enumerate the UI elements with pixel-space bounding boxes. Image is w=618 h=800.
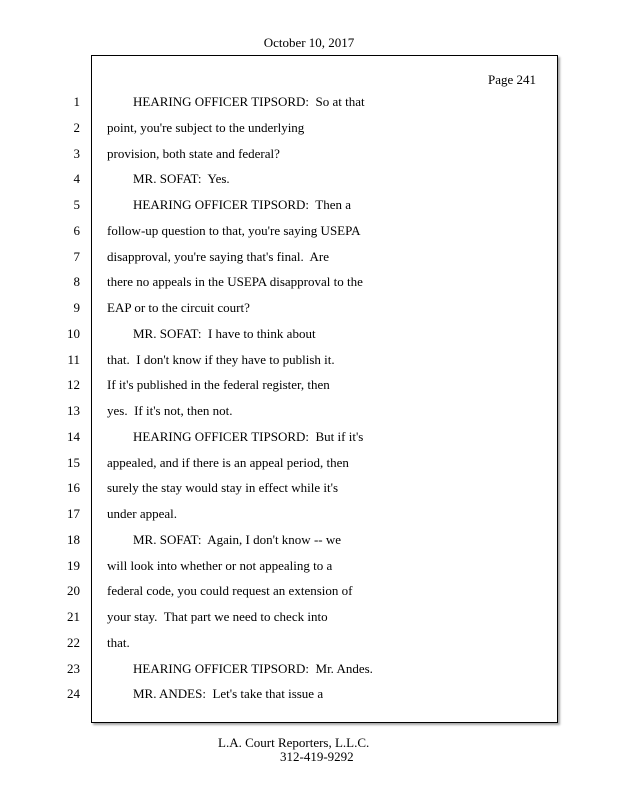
transcript-line xyxy=(0,93,618,119)
line-number: 4 xyxy=(73,171,80,187)
line-text: EAP or to the circuit court? xyxy=(107,300,250,315)
line-number: 12 xyxy=(67,377,80,393)
transcript-line xyxy=(0,119,618,145)
line-text: If it's published in the federal register, then xyxy=(107,377,330,393)
line-number: 16 xyxy=(67,480,80,496)
transcript-line xyxy=(0,196,618,222)
transcript-line xyxy=(0,634,618,660)
line-number: 20 xyxy=(67,583,80,599)
line-text: disapproval, you're saying that's final. Are xyxy=(107,248,330,264)
transcript-line xyxy=(0,325,618,351)
transcript-line xyxy=(0,402,618,428)
page-number: Page 241 xyxy=(488,72,537,87)
line-text: federal code, you could request an extension of xyxy=(107,583,353,599)
transcript-line xyxy=(0,454,618,480)
line-text: under appeal. xyxy=(107,506,178,521)
line-number: 6 xyxy=(73,222,80,238)
line-number: 17 xyxy=(67,506,80,521)
line-text: point, you're subject to the underlying xyxy=(107,119,305,135)
line-text: HEARING OFFICER TIPSORD: Mr. Andes. xyxy=(107,660,373,676)
line-number: 18 xyxy=(67,531,80,547)
header-date: October 10, 2017 xyxy=(263,35,355,50)
line-text: provision, both state and federal? xyxy=(107,145,280,161)
line-number: 3 xyxy=(73,145,80,161)
line-text: MR. SOFAT: Again, I don't know -- we xyxy=(107,531,342,547)
transcript-line xyxy=(0,248,618,274)
line-number: 21 xyxy=(67,609,80,624)
line-text: follow-up question to that, you're saying USEPA xyxy=(107,222,361,238)
transcript-lines xyxy=(0,93,618,711)
line-number: 11 xyxy=(67,351,80,367)
line-number: 1 xyxy=(73,94,80,109)
transcript-line xyxy=(0,685,618,711)
line-text: surely the stay would stay in effect while it's xyxy=(107,480,338,496)
line-number: 8 xyxy=(73,274,80,290)
line-text: that. xyxy=(107,634,130,650)
line-text: HEARING OFFICER TIPSORD: So at that xyxy=(107,94,365,109)
transcript-line xyxy=(0,582,618,608)
line-number: 14 xyxy=(67,428,80,444)
line-number: 23 xyxy=(67,660,80,676)
transcript-line xyxy=(0,273,618,299)
footer-phone: 312-419-9292 xyxy=(280,749,354,764)
transcript-line xyxy=(0,222,618,248)
line-text: MR. SOFAT: Yes. xyxy=(107,171,230,187)
footer-company: L.A. Court Reporters, L.L.C. xyxy=(218,735,370,750)
line-text: your stay. That part we need to check into xyxy=(107,609,328,624)
line-number: 5 xyxy=(73,197,80,212)
line-number: 19 xyxy=(67,557,80,573)
line-number: 24 xyxy=(67,686,80,702)
line-number: 10 xyxy=(67,325,80,341)
line-text: will look into whether or not appealing to a xyxy=(107,557,333,573)
line-text: that. I don't know if they have to publish it. xyxy=(107,351,335,367)
line-number: 15 xyxy=(67,454,80,470)
line-text: there no appeals in the USEPA disapproval to the xyxy=(107,274,363,290)
transcript-line xyxy=(0,299,618,325)
line-number: 7 xyxy=(73,248,80,264)
line-text: HEARING OFFICER TIPSORD: But if it's xyxy=(107,428,364,444)
transcript-line xyxy=(0,351,618,377)
transcript-line xyxy=(0,531,618,557)
transcript-line xyxy=(0,505,618,531)
line-text: MR. ANDES: Let's take that issue a xyxy=(107,686,324,702)
transcript-line xyxy=(0,428,618,454)
line-text: HEARING OFFICER TIPSORD: Then a xyxy=(107,197,352,212)
transcript-line xyxy=(0,145,618,171)
line-number: 22 xyxy=(67,634,80,650)
transcript-line xyxy=(0,660,618,686)
line-number: 2 xyxy=(73,119,80,135)
transcript-line xyxy=(0,376,618,402)
transcript-line xyxy=(0,479,618,505)
line-number: 9 xyxy=(73,300,80,315)
line-text: appealed, and if there is an appeal period, then xyxy=(107,454,349,470)
line-text: MR. SOFAT: I have to think about xyxy=(107,325,316,341)
transcript-line xyxy=(0,608,618,634)
transcript-line xyxy=(0,557,618,583)
transcript-line xyxy=(0,170,618,196)
line-number: 13 xyxy=(67,403,80,418)
line-text: yes. If it's not, then not. xyxy=(107,403,233,418)
